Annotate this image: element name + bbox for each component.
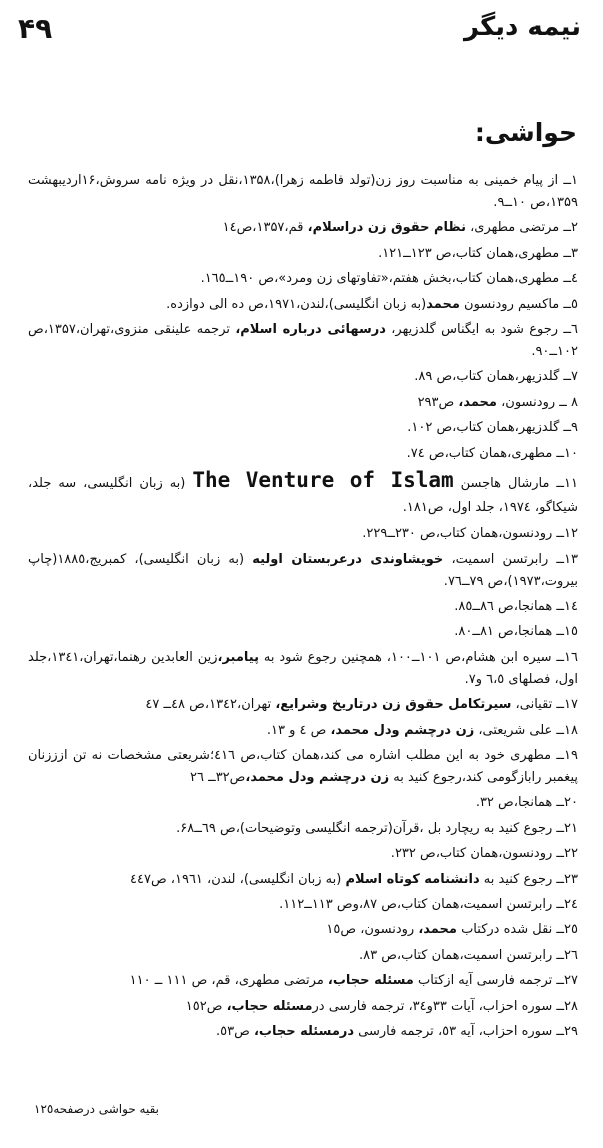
footnote-item [28, 945, 578, 967]
footnote-text-tail: مرتضی مطهری، قم، ص ۱۱۱ ــ ۱۱۰ [129, 973, 328, 989]
footnote-title: دانشنامه کوتاه اسلام [345, 871, 480, 887]
section-heading: حواشی: [474, 118, 577, 147]
footnote-text: ۲۲ــ رودنسون،همان کتاب،ص ۲۳۲. [390, 846, 578, 862]
footnote-item [28, 319, 578, 363]
footnote-item [28, 294, 578, 316]
footnote-text-tail: ص ٤ و ۱۳. [266, 722, 331, 738]
footnote-title: محمد [426, 296, 460, 312]
footnote-text: ۲۱ــ رجوع کنید به ریچارد بل ،قرآن(ترجمه انگلیسی وتوضیحات)،ص ٦۹ــ۶۸. [176, 820, 578, 836]
footnote-text: ۲٥ــ نقل شده درکتاب [456, 922, 578, 938]
book-title: نیمه دیگر [463, 12, 581, 42]
footnote-text: ۱٦ــ سیره ابن هشام،ص ۱۰۱ــ۱۰۰، همچنین رجوع شود به [258, 649, 578, 665]
footnote-item [28, 217, 578, 239]
page-header [0, 10, 603, 50]
footnote-text: ۹ــ گلدزیهر،همان کتاب،ص ۱۰۲. [407, 420, 578, 436]
footnote-item [28, 970, 578, 992]
footnote-text-tail: (به زبان انگلیسی)، لندن، ۱۹٦۱، ص٤٤۷ [129, 871, 346, 887]
footnote-text-tail: تهران،۱۳٤۲،ص ٤۸ــ ٤۷ [145, 697, 276, 713]
footnote-item [28, 523, 578, 545]
footnote-title: سیرتکامل حقوق زن درتاریخ وشرایع، [275, 697, 512, 713]
footnote-item [28, 417, 578, 439]
footnote-title: مسئله حجاب، [327, 973, 414, 989]
footnote-text: ۱ــ از پیام خمینی به مناسبت روز زن(تولد فاطمه زهرا)،۱۳۵۸،نقل در ویژه نامه سروش،۱۶اردیبهشت ۱۳۵۹،ص ۱۰ــ۹. [28, 173, 578, 210]
footnote-title: محمد، [458, 394, 497, 410]
footnote-text: ۲۹ــ سوره احزاب، آیه ٥۳، ترجمه فارسی [354, 1023, 578, 1039]
footnote-text: ۲۰ــ همانجا،ص ۳۲. [475, 795, 578, 811]
footnote-item [28, 919, 578, 941]
footnote-title: زن درچشم ودل محمد، [330, 722, 475, 738]
footnote-item [28, 243, 578, 265]
footnote-text: ۳ــ مطهری،همان کتاب،ص ۱۲۳ــ۱۲۱. [378, 245, 578, 261]
footnote-item [28, 170, 578, 214]
footnote-text: ۱۲ــ رودنسون،همان کتاب،ص ۲۳۰ــ۲۲۹. [362, 526, 578, 542]
footnote-text: ٤ــ مطهری،همان کتاب،بخش هفتم،«تفاوتهای زن ومرد»،ص ۱۹۰ــ۱٦٥. [200, 271, 578, 287]
footnote-title: محمد، [418, 922, 457, 938]
continuation-note: بقیه حواشی درصفحه۱۲٥ [34, 1102, 160, 1116]
footnote-item [28, 818, 578, 840]
footnote-item [28, 596, 578, 618]
footnote-title: نظام حقوق زن دراسلام، [307, 220, 466, 236]
footnote-text-tail: ص۱٥۲ [185, 998, 227, 1014]
footnote-item [28, 549, 578, 593]
footnote-text: ۱۳ــ رابرتسن اسمیت، [443, 551, 579, 567]
footnote-text: ۲۳ــ رجوع کنید به [479, 871, 578, 887]
footnote-text: ۲ــ مرتضی مطهری، [465, 220, 578, 236]
footnote-item [28, 720, 578, 742]
footnote-text: ۲٦ــ رابرتسن اسمیت،همان کتاب،ص ۸۳. [358, 947, 578, 963]
footnote-text: ۸ ــ رودنسون، [496, 394, 578, 410]
footnote-item [28, 843, 578, 865]
footnote-item [28, 745, 578, 789]
footnote-item [28, 366, 578, 388]
footnote-item [28, 694, 578, 716]
footnote-text-tail: قم،۱۳۵۷،ص۱٤ [222, 220, 308, 236]
footnote-text-tail: ترجمه علینقی منزوی،تهران،۱۳۵۷،ص ۱۰۲ــ۹۰. [28, 321, 578, 359]
footnote-text-tail: رودنسون، ص۱٥ [326, 922, 419, 938]
page-number: ۴۹ [18, 12, 53, 45]
footnote-text: ۱۸ــ علی شریعتی، [474, 722, 578, 738]
footnote-text-tail: (به زبان انگلیسی)، کمبریج،۱۸۸٥(چاپ بیروت،۱۹۷۳)،ص ۷۹ــ۷٦. [28, 551, 578, 589]
footnote-item [28, 647, 578, 691]
footnote-item [28, 792, 578, 814]
footnote-text-tail: ص۲۹۳ [417, 394, 459, 410]
footnote-item [28, 443, 578, 465]
footnote-text: ۱۰ــ مطهری،همان کتاب،ص ۷٤. [406, 445, 578, 461]
footnote-latin-title: The Venture of Islam [192, 467, 454, 492]
footnote-item [28, 869, 578, 891]
footnote-text: ۱۹ــ مطهری خود به این مطلب اشاره می کند،همان کتاب،ص ٤۱٦؛شریعتی مشخصات نه تن ازززنان پیغمبر رابازگومی کند،رجوع کنید به [28, 748, 578, 786]
footnote-text-tail: (به زبان انگلیسی، سه جلد، شیکاگو، ۱۹۷٤، جلد اول، ص۱۸۱. [28, 475, 578, 515]
footnote-item [28, 996, 578, 1018]
footnotes-list [28, 170, 578, 1046]
footnote-title: درسهائی درباره اسلام، [235, 321, 386, 337]
footnote-text: ۲٤ــ رابرتسن اسمیت،همان کتاب،ص ۸۷،وص ۱۱۳ــ۱۱۲. [279, 896, 578, 912]
footnote-text-tail: (به زبان انگلیسی)،لندن،۱۹۷۱،ص ده الی دوازده. [166, 296, 427, 312]
footnote-text: ٦ــ رجوع شود به ایگناس گلدزیهر، [385, 321, 578, 337]
footnote-text: ۱٤ــ همانجا،ص ۸٦ــ۸٥. [454, 599, 578, 615]
footnote-text: ۲۷ــ ترجمه فارسی آیه ازکتاب [413, 973, 578, 989]
footnote-text-tail: زین العابدین رهنما،تهران،۱۳٤۱،جلد اول، فصلهای ٦،٥ و۷. [28, 649, 578, 687]
footnote-item [28, 621, 578, 643]
footnote-title: زن درچشم ودل محمد، [245, 770, 390, 786]
footnote-title: پیامبر، [217, 649, 259, 665]
footnote-item [28, 392, 578, 414]
footnote-item [28, 468, 578, 520]
footnote-item [28, 894, 578, 916]
footnote-text: ۱٥ــ همانجا،ص ۸۱ــ۸۰. [454, 624, 578, 640]
footnote-item [28, 1021, 578, 1043]
footnote-title: مسئله حجاب، [226, 998, 313, 1014]
footnote-text: ۱۱ــ مارشال هاجسن [453, 475, 578, 491]
footnote-text: ۱۷ــ تقیانی، [511, 697, 578, 713]
footnote-item [28, 268, 578, 290]
footnote-title: خویشاوندی درعربستان اولیه [252, 551, 444, 567]
footnote-text: ٥ــ ماکسیم رودنسون [459, 296, 578, 312]
footnote-text: ۲۸ــ سوره احزاب، آیات ۳۳و۳٤، ترجمه فارسی در [312, 998, 578, 1014]
footnote-text: ۷ــ گلدزیهر،همان کتاب،ص ۸۹. [414, 369, 578, 385]
footnote-text-tail: ص٥۳. [216, 1023, 254, 1039]
footnote-title: درمسئله حجاب، [253, 1023, 355, 1039]
footnote-text-tail: ص۳۲ــ ۲٦ [189, 770, 246, 786]
